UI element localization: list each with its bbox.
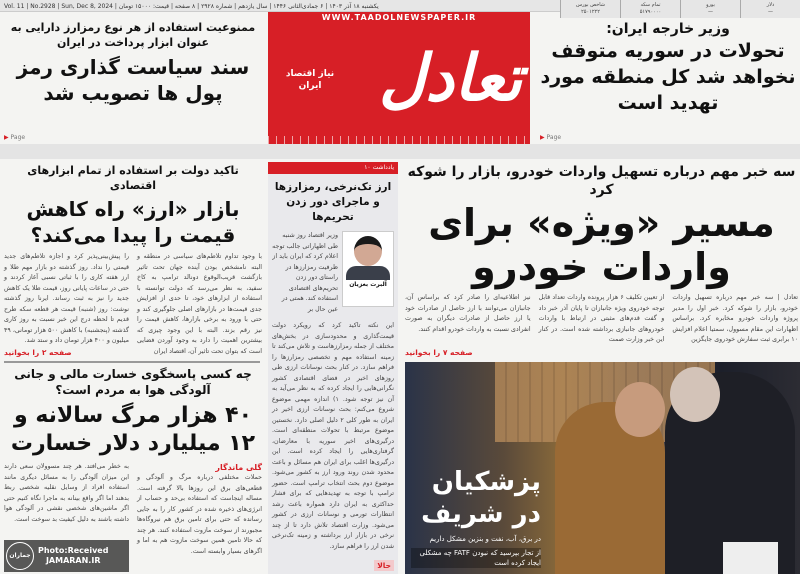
market-box (740, 0, 800, 18)
tagline: نیاز اقتصاد ایران (285, 69, 335, 91)
currency-story (4, 163, 262, 358)
triangle-icon: ▶ (4, 134, 9, 141)
opinion-headline[interactable]: ارز تک‌نرخی، رمزارزها و ماجرای دور زدن تحریم‌ها (274, 181, 392, 223)
author-name: آلبرت بغزیان (349, 281, 387, 288)
page-link[interactable]: ▶ Page (4, 134, 26, 141)
article-column: با وجود تداوم تلاطم‌های سیاسی در منطقه و البته نامشخص بودن آینده جهان تحت تاثیر بازگشت قریب‌الوقوع دونالد ترامپ به کاخ سفید، به نظر می‌رسد که دولت توانسته با استفاده از ابزارهای خود، تا حدی از افزایش جدی قیمت‌ها در بازارهای اصلی جلوگیری کند و حتی با ورود به برخی بازارها، کاهش قیمت را نیز رقم بزند. البته با این وجود چیزی که بیشترین اهمیت را دارد به وجود آوردن فضایی است که بتوان تحت تاثیر آن، اقتصاد ایران (137, 253, 262, 355)
market-box (680, 0, 740, 18)
kicker: سه خبر مهم درباره تسهیل واردات خودرو، بازار را شوکه کرد (407, 164, 796, 198)
opinion-body: این نکته تاکید کرد که رویکرد دولت قیمت‌گذاری و محدودسازی در بخش‌های مختلف از جمله رمزارزهاست و تلاش می‌کند تا زمینه استفاده مهم و تخصصی رمزارزها را فراهم سازد. در کنار بحث نوسانات ارزی طی روزهای اخیر در فضای اقتصادی کشور نگرانی‌هایی را ایجاد کرده که به نظر می‌آید به آن نیز توجه شود. ۱) اندازه مهمی موضوع شروع می‌کنم: بحث نوسانات ارزی اخیر در ایران به طور کلی ۲ دلیل اصلی دارد. نخستین موضوع مرتبط با تحولات منطقه‌ای است. درگیری‌های اخیر سوریه با معارضان، گرفتاری‌هایی را ایجاد کرده است. این درگیری‌ها اغلب برای ایران هم مسائل و باعث محدود شدن روند ورود ارز به کشور می‌شود. موضوع دوم بحث انتخاب ترامپ است. حضور ترامپ با توجه به تهدیدهایی که برای فشار حداکثری به ایران دارد همواره باعث رشد انتظارات تورمی و نوسانات ارزی در کشور می‌شود. وزارت اقتصاد تلاش دارد تا از چند نرخی در بازار ارز برداشته و زمینه تک‌نرخی شدن ارز را فراهم سازد. (272, 322, 394, 550)
issue-info: Vol. 11 | No.2928 | Sun, Dec 8, 2024 | یکشنبه ۱۸ آذر ۱۴۰۳ | ۶ جمادی‌الثانی ۱۴۴۶ | سال یازدهم | شماره ۲۹۲۸ | ۸ صفحه | قیمت: ۱۵۰۰۰ تومان (4, 3, 379, 10)
car-story (405, 163, 798, 358)
masthead-logo (268, 12, 530, 144)
ruler-decoration (268, 136, 530, 144)
market-label: یورو (706, 2, 715, 8)
divider (4, 361, 260, 363)
credit-line: Photo:Received (38, 546, 109, 555)
article-column: را پیش‌بینی‌پذیر کرد و اجازه تلاطم‌های جدید قیمتی را نداد. روز گذشته دو بازار مهم طلا و ارز هفته کاری را با ثباتی نسبی آغاز کردند و حتی در ساعات پایانی روز، قیمت طلا یک کاهش جدید را نیز به ثبت رساند. ایرنا روز گذشته نوشت: روز (شنبه) قیمت هر قطعه سکه طرح قدیم تا لحظه درج این خبر نسبت به روز کاری گذشته (پنجشنبه) با کاهش ۵۰۰ هزار تومانی، ۴۹ میلیون و ۴۰۰ هزار تومان داد و ستد شد. (4, 253, 129, 344)
opinion-label: یادداشت ۱۰ (268, 162, 398, 174)
continue-link[interactable]: صفحه ۲ را بخوانید (4, 348, 72, 357)
photo-subtitle: از تجار بپرسید که نبودن FATF چه مشکلی ایجاد کرده است (411, 548, 541, 568)
separator-band (0, 144, 800, 159)
byline: گلی ماندگار (215, 463, 262, 472)
market-value: ۲۵۰۱۲۲۲ (581, 9, 600, 15)
continue-link[interactable]: حالا (374, 560, 394, 571)
market-boxes (560, 0, 800, 18)
article-columns (4, 462, 262, 572)
article-column: نیز اطلاعیه‌ای را صادر کرد که براساس آن، جانبازان می‌توانند با ارز حاصل از صادرات خود یا ارز حاصل از صادرات دیگران به صورت انفرادی نسبت به واردات خودرو اقدام کنند. (404, 294, 531, 333)
headline[interactable]: ۴۰ هزار مرگ سالانه و ۱۲ میلیارد دلار خسارت (10, 403, 256, 456)
market-value: — (708, 9, 713, 15)
top-info-bar (0, 0, 800, 15)
article-text: حملات مختلفی درباره مرگ و آلودگی و قطعی‌های برق این روزها بالا گرفته است. مساله اینجاست که استفاده بی‌حد و حساب از انرژی‌های ذخیره شده در کشور کار را به جایی رسانده که حتی برای تامین برق هم نیروگاه‌ها مجبورند از سوخت مازوت استفاده کنند. هر چند که حالا تامین همین سوخت مازوت هم به اما و اگرهای بسیار وابسته است. (137, 474, 262, 555)
market-label: تمام سکه (640, 2, 661, 8)
market-box (560, 0, 620, 18)
top-right-story (540, 20, 796, 142)
photo-headline[interactable]: پزشکیان در شریف (421, 467, 541, 529)
triangle-icon: ▶ (540, 134, 545, 141)
article-columns (405, 293, 798, 348)
kicker: تاکید دولت بر استفاده از تمام ابزارهای اقتصادی (27, 164, 239, 192)
article-column: از تعیین تکلیف ۶ هزار پرونده واردات تعداد قابل توجه خودروی ویژه جانبازان تا پایان آذر خبر داد و گفت قدم‌های مثبتی در ارتباط با واردات خودروهای جانبازی برداشته شده است. در کنار این خبر وزارت صمت (538, 294, 665, 343)
page-link[interactable]: ▶ Page (540, 134, 562, 141)
photo-caption (411, 466, 541, 568)
pollution-story (4, 366, 262, 572)
website-url: WWW.TAADOLNEWSPAPER.IR (321, 13, 477, 22)
kicker: چه کسی پاسخگوی خسارت مالی و جانی آلودگی هوا به مردم است؟ (14, 367, 252, 397)
photo-credit-watermark (4, 540, 129, 572)
author-suit (346, 266, 390, 280)
photo-paper (723, 542, 778, 574)
opinion-lead: وزیر اقتصاد روز شنبه طی اظهاراتی جالب توجه اعلام کرد که ایران باید از ظرفیت رمزارزها در راستای دور زدن تحریم‌های اقتصادی استفاده کند. همتی در عین حال بر (272, 232, 338, 313)
market-value: ۵۱۷۹۰۰۰۰ (639, 9, 662, 15)
market-value: — (768, 9, 773, 15)
photo-person-head (615, 382, 665, 437)
article-column-wrap (4, 462, 129, 572)
article-column: تعادل | سه خبر مهم درباره تسهیل واردات خودرو، بازار را شوکه کرد. خبر اول را مدیر پروژه واردات خودرو مخابره کرد. براساس اظهارات این مقام مسوول، سمتیا اعلام افزایش ۱۰ برابری ثبت سفارش خودروی جایگزین (672, 294, 798, 343)
author-face (354, 236, 382, 266)
headline[interactable]: تحولات در سوریه متوقف نخواهد شد کل منطقه مورد تهدید است (540, 40, 796, 114)
news-photo[interactable] (405, 362, 800, 574)
logo-mark: تعادل (378, 41, 522, 116)
market-box (620, 0, 680, 18)
market-label: شاخص بورس (575, 2, 605, 8)
headline[interactable]: مسیر «ویژه» برای واردات خودرو (428, 201, 775, 289)
author-photo (342, 231, 394, 307)
credit-site: JAMARAN.IR (45, 556, 101, 565)
opinion-lead-row (268, 231, 398, 319)
article-column (137, 462, 262, 572)
headline[interactable]: سند سیاست گذاری رمز پول ها تصویب شد (16, 55, 250, 105)
headline[interactable]: بازار «ارز» راه کاهش قیمت را پیدا می‌کند؟ (26, 197, 240, 247)
continue-link[interactable]: صفحه ۷ را بخوانید (405, 348, 473, 357)
market-label: دلار (766, 2, 775, 8)
kicker: ممنوعیت استفاده از هر نوع رمزارز دارایی به عنوان ابزار پرداخت در ایران (10, 21, 256, 49)
article-column: به خطر می‌افتد. هر چند مسوولان سعی دارند این میزان آلودگی را به مسائل دیگری مانند استفاده افراد از وسایل نقلیه شخصی ربط بدهند اما اگر واقع بینانه به ماجرا نگاه کنیم حتی اگر ماشین‌های شخصی نقشی در آلودگی هوا داشته باشند به دلیل کیفیت بد سوخت است. (4, 463, 129, 523)
top-left-story (4, 20, 262, 142)
kicker: وزیر خارجه ایران: (606, 21, 730, 37)
photo-subtitle: در برق، آب، نفت و بنزین مشکل داریم (429, 535, 541, 543)
photo-person-head (670, 367, 720, 422)
opinion-column (268, 162, 398, 574)
jamaran-logo: جماران (6, 542, 34, 570)
